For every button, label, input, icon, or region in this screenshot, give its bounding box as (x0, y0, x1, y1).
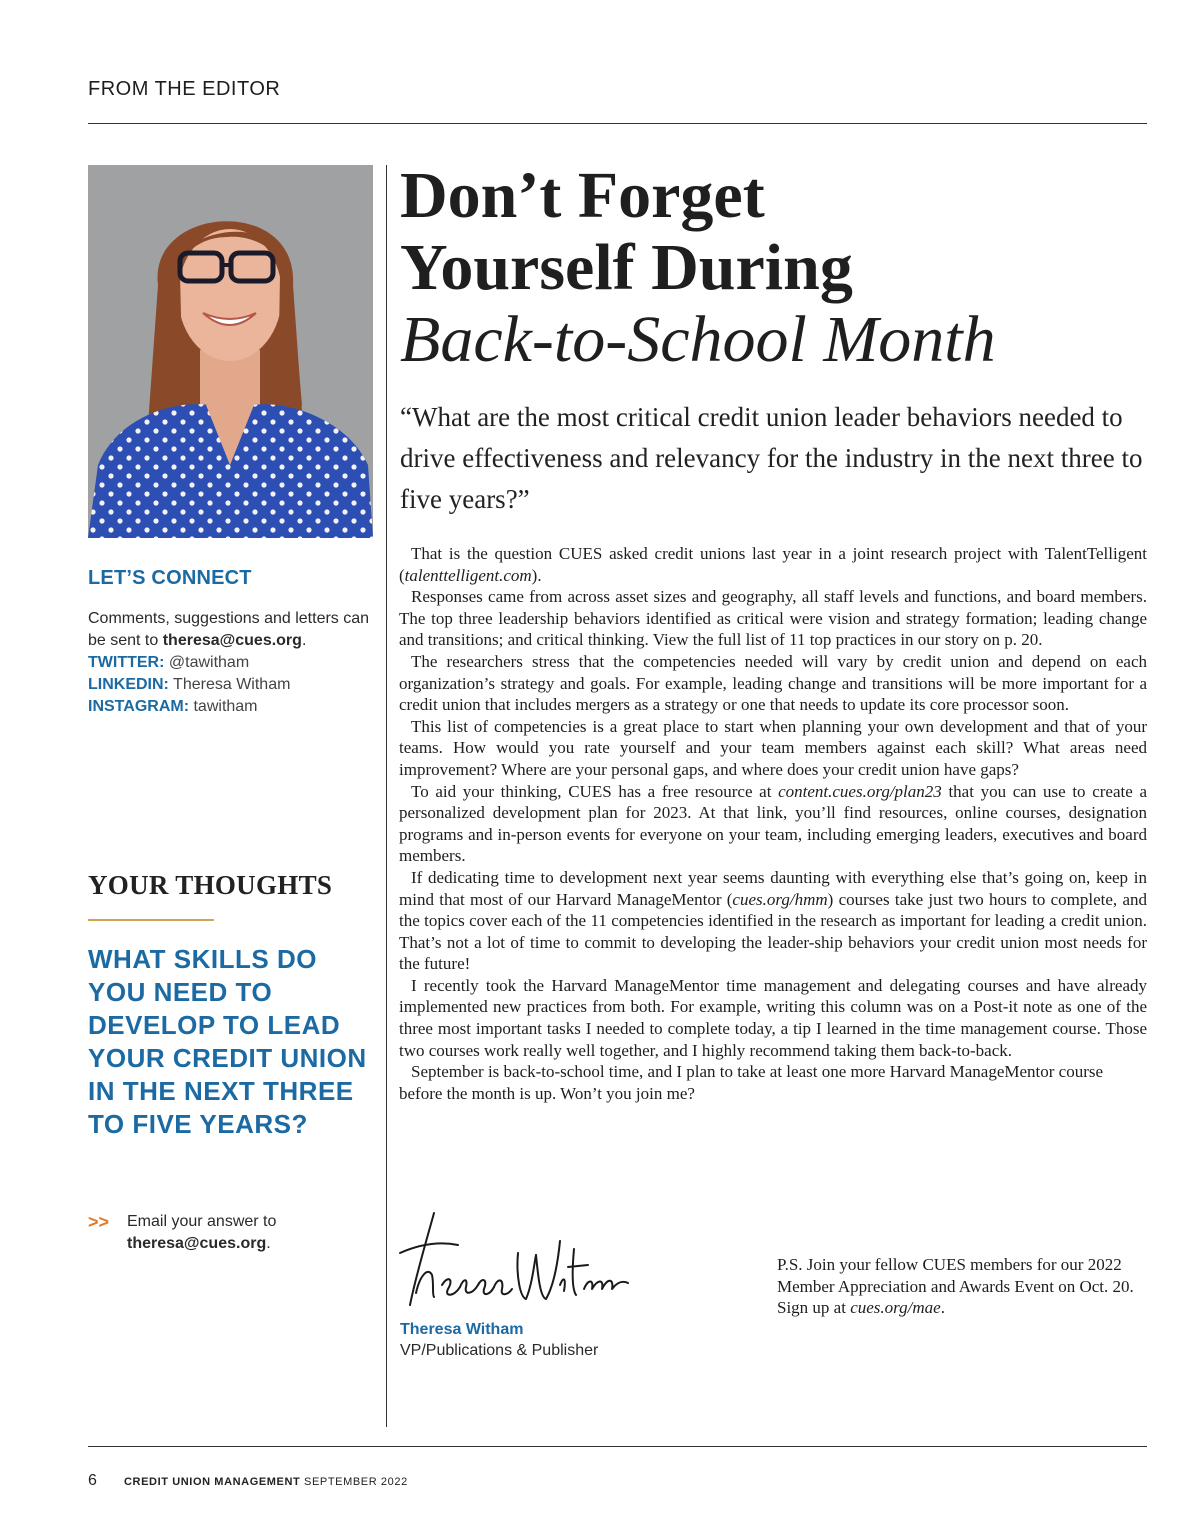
thoughts-question: WHAT SKILLS DO YOU NEED TO DEVELOP TO LEAD YOUR CREDIT UNION IN THE NEXT THREE TO FIVE YEARS? (88, 944, 367, 1139)
plan23-link[interactable]: content.cues.org/plan23 (778, 781, 942, 801)
headline-line-1: Don’t Forget (400, 159, 765, 232)
twitter-handle[interactable]: @tawitham (168, 654, 250, 671)
pull-quote: “What are the most critical credit union leader behaviors needed to drive effectiveness and relevancy for the industry in the next three to five years?” (400, 402, 1143, 514)
paragraph: I recently took the Harvard ManageMentor time management and delegating courses and have already implemented new practices from both. For example, writing this column was on a Post-it note as one of the three most important tasks I needed to complete today, a tip I learned in the time management course. Those two courses work really well together, and I highly recommend taking them back-to-back. (399, 975, 1147, 1060)
linkedin-handle[interactable]: Theresa Witham (173, 676, 291, 693)
contact-period: . (301, 632, 307, 649)
paragraph: If dedicating time to development next year seems daunting with everything else that’s going on, keep in mind that most of our Harvard ManageMentor (cues.org/hmm) courses take just two hours to complete, and the topics cover each of the 11 competencies identified in the research as important for leading a credit union. That’s not a lot of time to commit to developing the leader-ship behaviors your credit union most needs for the future! (399, 867, 1147, 974)
lets-connect-heading: LET’S CONNECT (88, 567, 252, 589)
instagram-handle[interactable]: tawitham (193, 698, 258, 715)
author-title: VP/Publications & Publisher (400, 1342, 599, 1359)
publication-name: CREDIT UNION MANAGEMENT (124, 1476, 301, 1488)
mae-link[interactable]: cues.org/mae (850, 1298, 941, 1318)
cta-text: Email your answer to (127, 1213, 277, 1230)
article-headline (400, 160, 1160, 376)
paragraph: September is back-to-school time, and I plan to take at least one more Harvard ManageMentor course before the month is up. Won’t you join me? (399, 1062, 1104, 1103)
headline-line-2: Yourself During (400, 231, 853, 304)
twitter-label: TWITTER: (88, 654, 165, 671)
paragraph: This list of competencies is a great place to start when planning your own development and that of your teams. How would you rate yourself and your team members against each skill? What areas need improvement? Where are your personal gaps, and where does your credit union have gaps? (399, 716, 1147, 779)
top-divider (88, 123, 1147, 124)
thoughts-divider (88, 919, 214, 921)
handwritten-signature (398, 1205, 630, 1317)
your-thoughts-heading: YOUR THOUGHTS (88, 870, 333, 900)
headline-line-3: Back-to-School Month (400, 303, 996, 376)
author-name: Theresa Witham (400, 1321, 524, 1338)
paragraph: That is the question CUES asked credit unions last year in a joint research project with TalentTelligent (talenttelligent.com). (399, 544, 1147, 585)
paragraph: To aid your thinking, CUES has a free resource at content.cues.org/plan23 that you can use to create a personalized development plan for 2023. At that link, you’ll find resources, online courses, designation programs and in-person events for everyone on your team, including emerging leaders, executives and board members. (399, 781, 1147, 866)
linkedin-label: LINKEDIN: (88, 676, 169, 693)
cta-email-link[interactable]: theresa@cues.org (127, 1235, 267, 1252)
contact-email-link[interactable]: theresa@cues.org (162, 632, 302, 649)
paragraph: Responses came from across asset sizes and geography, all staff levels and functions, and board members. The top three leadership behaviors identified as critical were vision and strategy formation; leading change and transitions; and critical thinking. View the full list of 11 top practices in our story on p. 20. (399, 587, 1147, 650)
contact-info (88, 608, 378, 718)
paragraph: The researchers stress that the competencies needed will vary by credit union and depend on each organization’s strategy and goals. For example, leading change and transitions will be more important for a credit union that includes mergers as a strategy or one that needs to update its core processor soon. (399, 651, 1147, 715)
contact-intro-text: Comments, suggestions and letters can be sent to (88, 610, 370, 649)
postscript: P.S. Join your fellow CUES members for our 2022 Member Appreciation and Awards Event on Oct. 20. Sign up at cues.org/mae. (777, 1255, 1134, 1318)
column-divider (386, 165, 387, 1427)
hmm-link[interactable]: cues.org/hmm (732, 889, 828, 909)
editor-portrait-photo (88, 165, 373, 538)
page-number: 6 (88, 1472, 97, 1489)
bottom-divider (88, 1446, 1147, 1447)
instagram-label: INSTAGRAM: (88, 698, 190, 715)
section-label: FROM THE EDITOR (88, 78, 281, 100)
talenttelligent-link[interactable]: talenttelligent.com (404, 565, 532, 585)
cta-period: . (266, 1235, 271, 1252)
double-arrow-icon: >> (88, 1212, 110, 1232)
publication-footer (124, 1476, 408, 1488)
issue-date: SEPTEMBER 2022 (304, 1476, 408, 1488)
article-body (399, 543, 1147, 1104)
